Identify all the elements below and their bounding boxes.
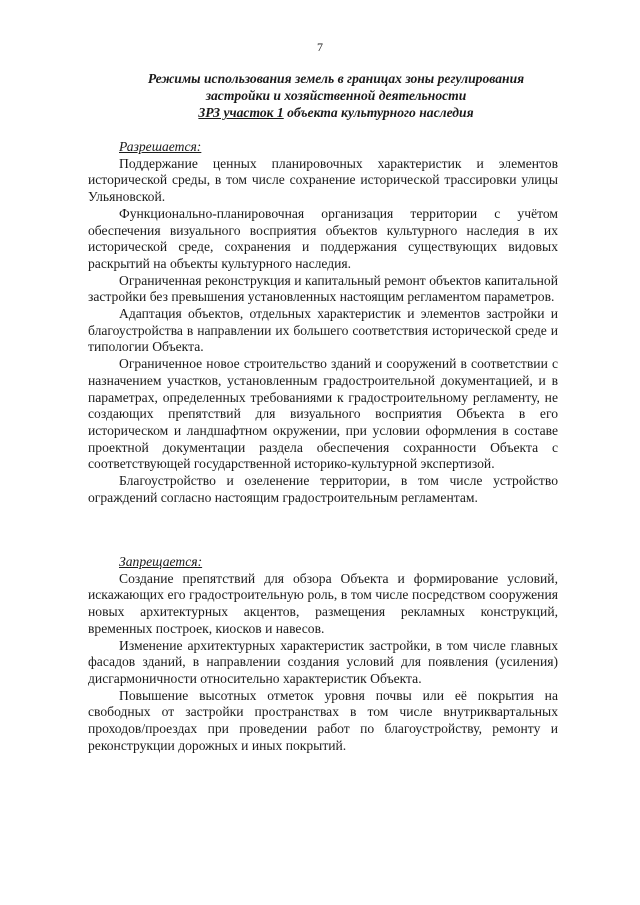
title-line-2: застройки и хозяйственной деятельности xyxy=(205,88,467,103)
prohibited-section xyxy=(88,554,558,754)
document-title xyxy=(96,70,576,121)
prohibited-heading: Запрещается: xyxy=(119,554,203,569)
allowed-paragraph: Функционально-планировочная организация территории с учётом обеспечения визуального восприятия объектов культурного наследия в их исторической среде, сохранения и поддержания существующих видовых раскрытий на объекты культурного наследия. xyxy=(88,205,558,271)
allowed-paragraph: Ограниченное новое строительство зданий и сооружений в соответствии с назначением участков, установленным градостроительной документацией, и в параметрах, определенных требованиями к градостроительному регламенту, не создающих препятствий для визуального восприятия Объекта в его историческом и ландшафтном окружении, при условии оформления в составе проектной документации раздела обеспечения сохранности Объекта с соответствующей государственной историко-культурной экспертизой. xyxy=(88,356,558,472)
prohibited-paragraph: Создание препятствий для обзора Объекта и формирование условий, искажающих его градостроительную роль, в том числе посредством сооружения новых архитектурных акцентов, размещения рекламных конструкций, временных построек, киосков и навесов. xyxy=(88,570,558,636)
allowed-heading: Разрешается: xyxy=(119,139,202,154)
page-number: 7 xyxy=(317,40,323,54)
title-zone-code: ЗРЗ участок 1 xyxy=(198,105,284,120)
allowed-paragraph: Ограниченная реконструкция и капитальный ремонт объектов капитальной застройки без превышения установленных настоящим регламентом параметров. xyxy=(88,272,558,305)
prohibited-paragraph: Повышение высотных отметок уровня почвы или её покрытия на свободных от застройки пространствах в том числе внутриквартальных проходов/проездах при проведении работ по благоустройству, ремонту и реконструкции дорожных и иных покрытий. xyxy=(88,687,558,753)
allowed-paragraph: Поддержание ценных планировочных характеристик и элементов исторической среды, в том числе сохранение исторической трассировки улицы Ульяновской. xyxy=(88,155,558,205)
title-line-3 xyxy=(96,104,576,121)
allowed-paragraph: Адаптация объектов, отдельных характеристик и элементов застройки и благоустройства в направлении их большего соответствия исторической среде и типологии Объекта. xyxy=(88,306,558,355)
allowed-section xyxy=(88,139,558,506)
prohibited-paragraph: Изменение архитектурных характеристик застройки, в том числе главных фасадов зданий, в направлении создания условий для появления (усиления) дисгармоничности относительно характеристик Объекта. xyxy=(88,637,558,686)
title-line-1: Режимы использования земель в границах зоны регулирования xyxy=(147,71,525,86)
allowed-paragraph: Благоустройство и озеленение территории, в том числе устройство ограждений согласно настоящим градостроительным регламентам. xyxy=(88,473,558,505)
title-line-3-rest: объекта культурного наследия xyxy=(283,105,474,120)
